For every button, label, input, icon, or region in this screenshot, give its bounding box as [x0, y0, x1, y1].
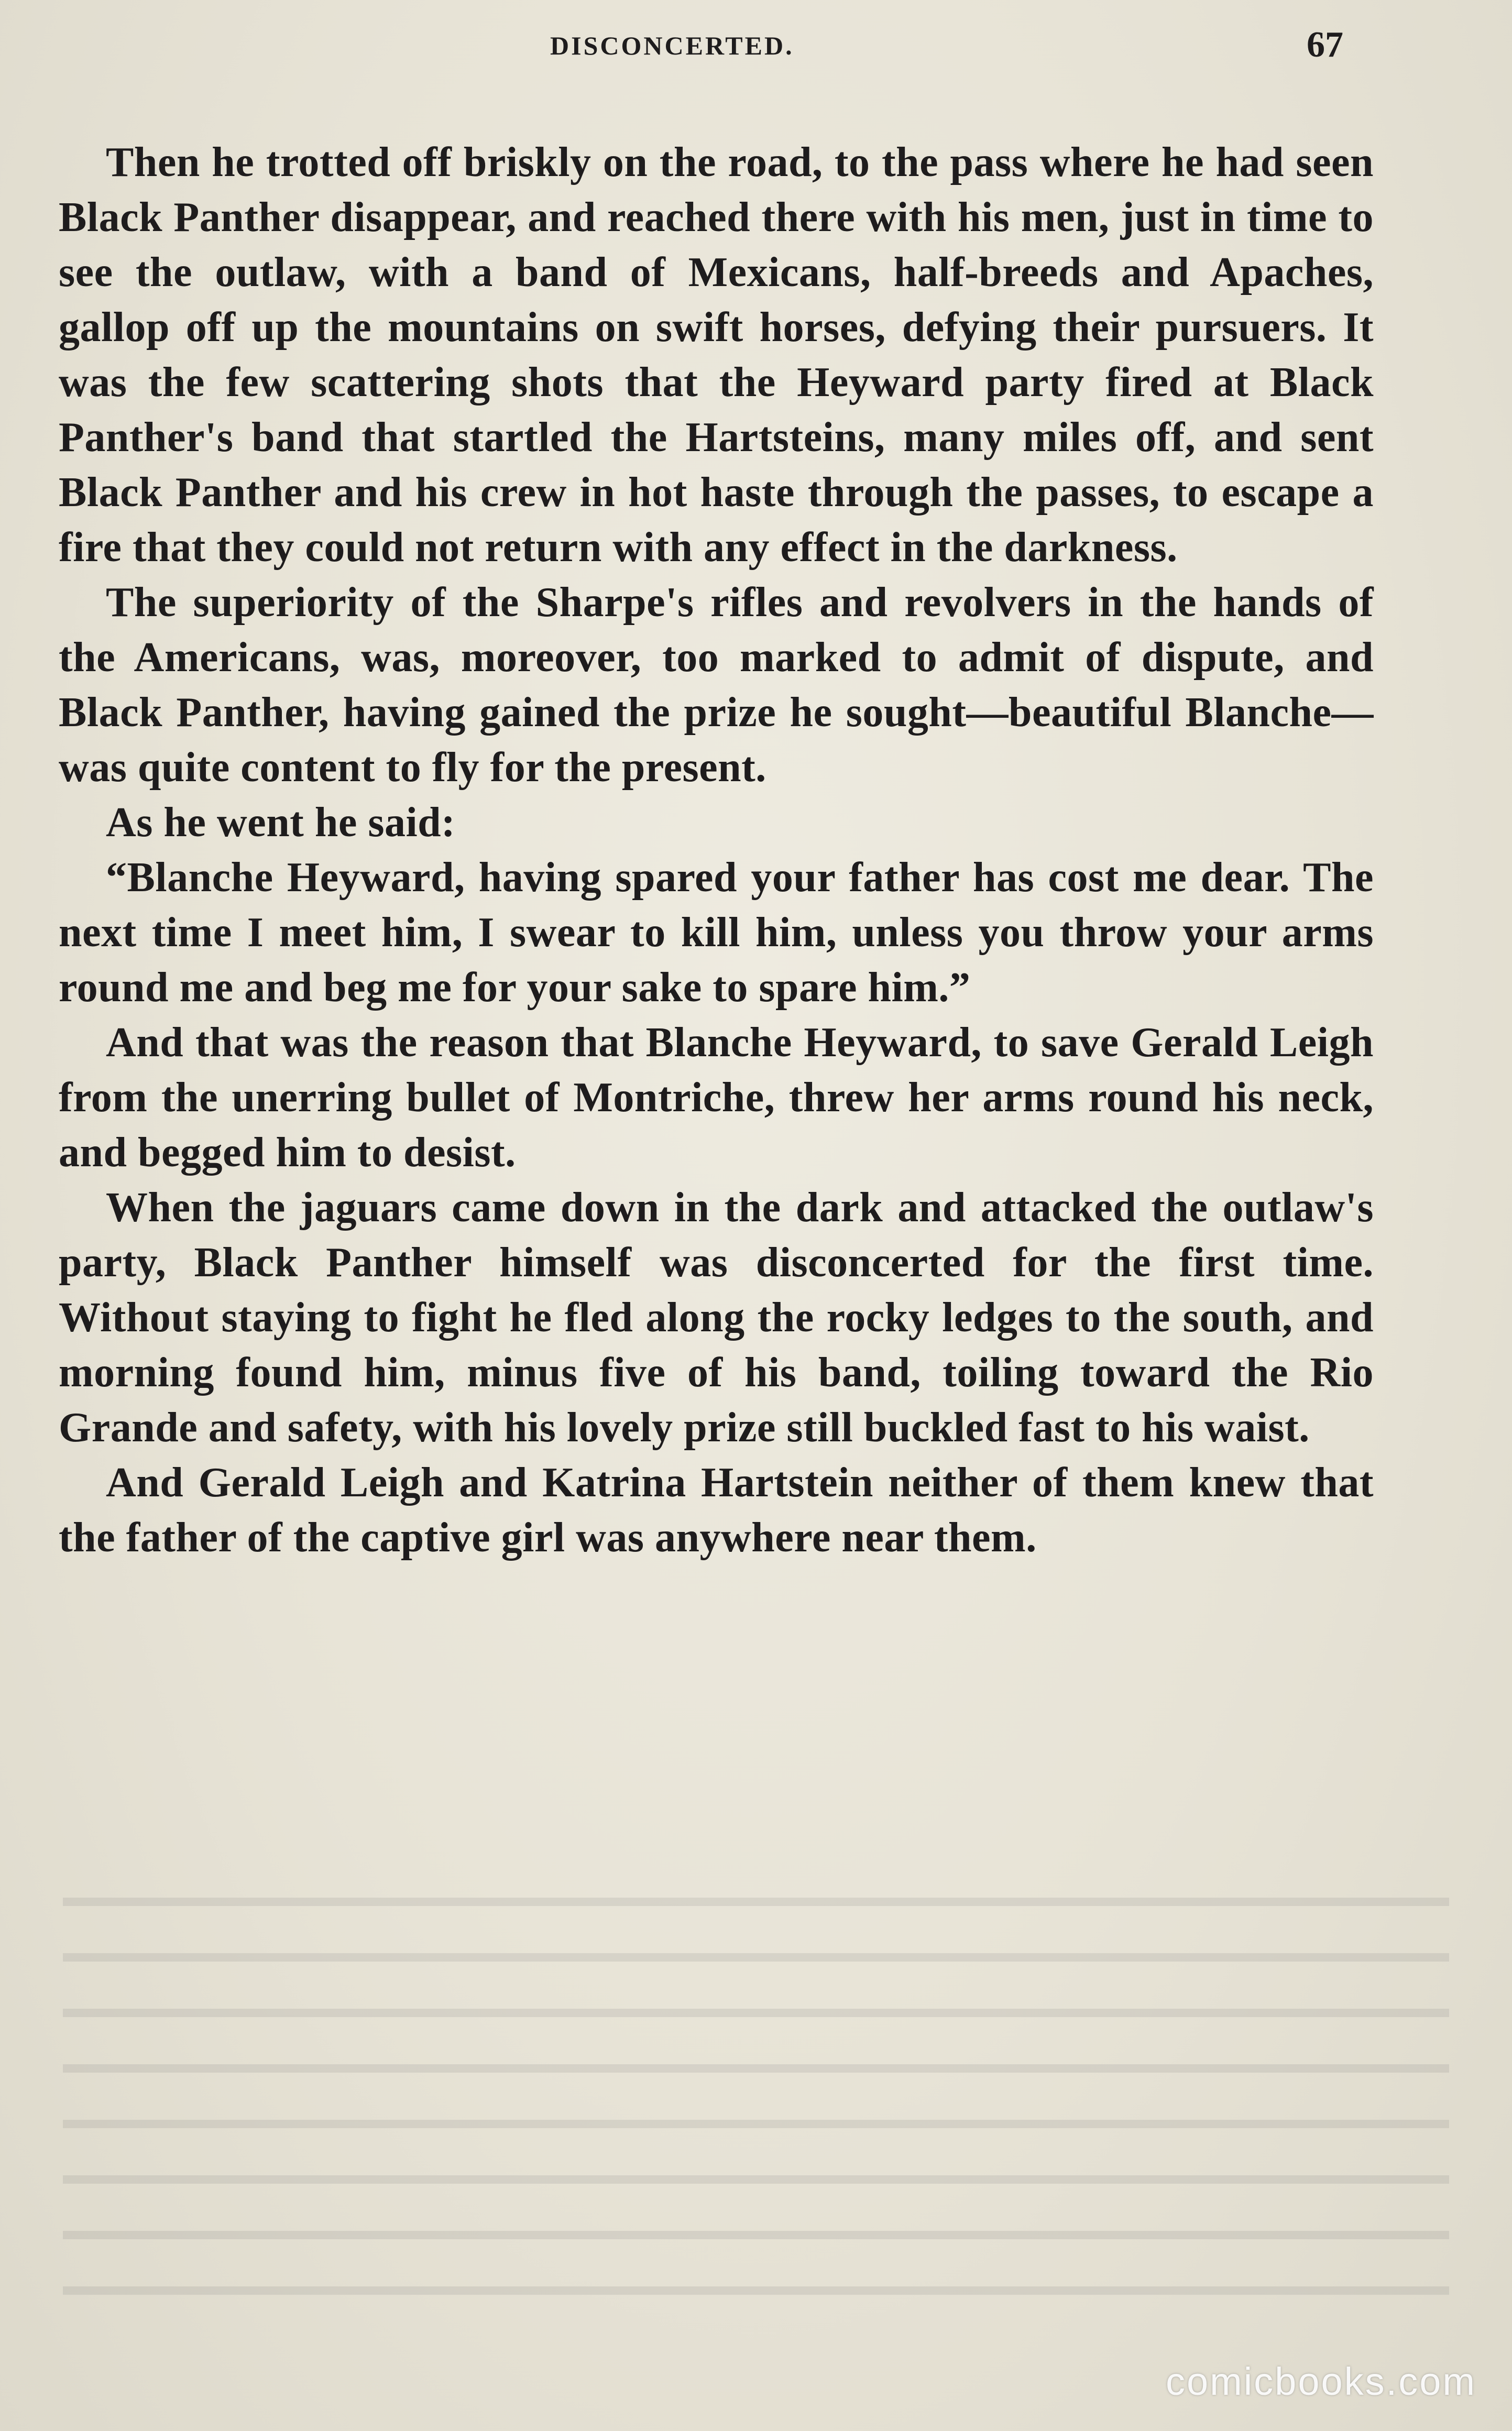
paragraph: “Blanche Heyward, having spared your father has cost me dear. The next time I meet him, I swear to kill him, unless you throw your arms round me and beg me for your sake to spare him.”	[59, 855, 1374, 1011]
body-text	[59, 135, 1374, 1565]
paragraph: The superiority of the Sharpe's rifles and revolvers in the hands of the Americans, was, moreover, too marked to admit of dispute, and Black Panther, having gained the prize he sought—beautiful Blanche—was quite content to fly for the present.	[59, 579, 1374, 791]
running-head: DISCONCERTED.	[550, 31, 794, 60]
paragraph: Then he trotted off briskly on the road, to the pass where he had seen Black Panther disappear, and reached there with his men, just in time to see the outlaw, with a band of Mexicans, half-breeds and Apaches, gallop off up the mountains on swift horses, defying their pursuers. It was the few scattering shots that the Heyward party fired at Black Panther's band that startled the Hartsteins, many miles off, and sent Black Panther and his crew in hot haste through the passes, to escape a fire that they could not return with any effect in the darkness.	[59, 139, 1374, 571]
paragraph: And Gerald Leigh and Katrina Hartstein neither of them knew that the father of the captive girl was anywhere near them.	[59, 1460, 1374, 1561]
watermark: comicbooks.com	[1165, 2360, 1476, 2403]
page-number: 67	[1307, 25, 1343, 65]
paragraph: When the jaguars came down in the dark and attacked the outlaw's party, Black Panther himself was disconcerted for the first time. Without staying to fight he fled along the rocky ledges to the south, and morning found him, minus five of his band, toiling toward the Rio Grande and safety, with his lovely prize still buckled fast to his waist.	[59, 1185, 1374, 1451]
paragraph: As he went he said:	[106, 800, 456, 846]
paragraph: And that was the reason that Blanche Heyward, to save Gerald Leigh from the unerring bullet of Montriche, threw her arms round his neck, and begged him to desist.	[59, 1020, 1374, 1176]
bleed-through-texture	[63, 1865, 1449, 2310]
